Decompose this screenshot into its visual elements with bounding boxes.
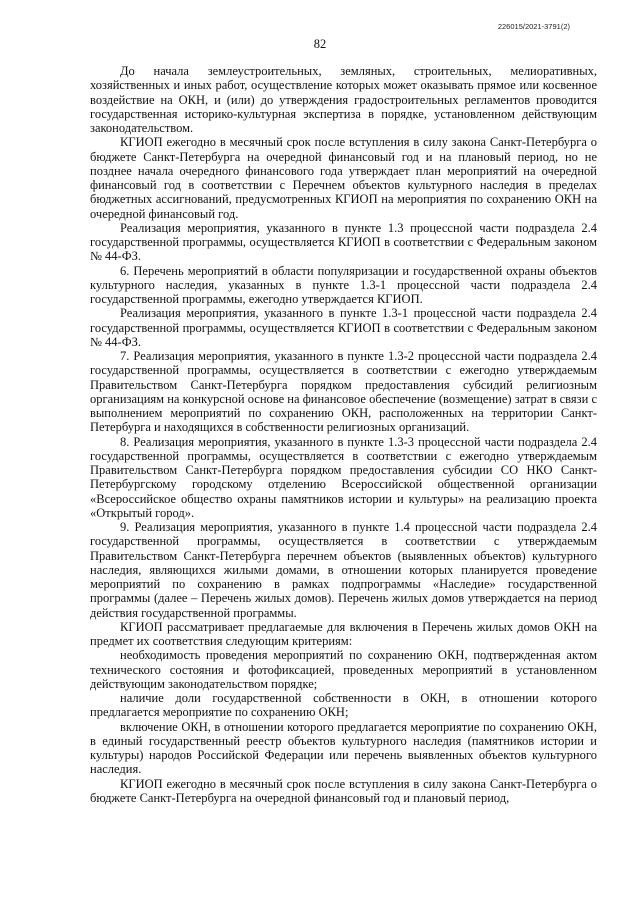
paragraph: наличие доли государственной собственности в ОКН, в отношении которого предлагается мероприятие по сохранению ОКН; (90, 691, 597, 720)
paragraph: Реализация мероприятия, указанного в пункте 1.3-1 процессной части подраздела 2.4 государственной программы, осуществляется КГИОП в соответствии с Федеральным законом № 44-ФЗ. (90, 306, 597, 349)
paragraph: необходимость проведения мероприятий по сохранению ОКН, подтвержденная актом технического состояния и фотофиксацией, проведенных мероприятий в установленном действующим законодательством порядке; (90, 648, 597, 691)
paragraph: 9. Реализация мероприятия, указанного в пункте 1.4 процессной части подраздела 2.4 государственной программы, осуществляется в соответствии с утверждаемым Правительством Санкт-Петербурга перечнем объектов (выявленных объектов) культурного наследия, являющихся жилыми домами, в отношении которых планируется проведение мероприятий по сохранению в рамках подпрограммы «Наследие» государственной программы (далее – Перечень жилых домов). Перечень жилых домов утверждается на период действия государственной программы. (90, 520, 597, 620)
document-number: 226015/2021-3791(2) (497, 22, 570, 31)
document-body (90, 64, 597, 805)
paragraph: включение ОКН, в отношении которого предлагается мероприятие по сохранению ОКН, в единый государственный реестр объектов культурного наследия (памятников истории и культуры) народов Российской Федерации или перечень выявленных объектов культурного наследия. (90, 719, 597, 777)
paragraph: 7. Реализация мероприятия, указанного в пункте 1.3-2 процессной части подраздела 2.4 государственной программы, осуществляется в соответствии с ежегодно утверждаемым Правительством Санкт-Петербурга порядком предоставления субсидий религиозным организациям на конкурсной основе на финансовое обеспечение (возмещение) затрат в связи с выполнением мероприятий по сохранению ОКН, расположенных на территории Санкт-Петербурга и находящихся в собственности религиозных организаций. (90, 349, 597, 435)
page-number: 82 (313, 37, 327, 51)
paragraph: КГИОП рассматривает предлагаемые для включения в Перечень жилых домов ОКН на предмет их соответствия следующим критериям: (90, 619, 597, 648)
paragraph: КГИОП ежегодно в месячный срок после вступления в силу закона Санкт-Петербурга о бюджете Санкт-Петербурга на очередной финансовый год и на плановый период, но не позднее начала очередного финансового года утверждает план мероприятий на очередной финансовый год в соответствии с Перечнем объектов культурного наследия в пределах бюджетных ассигнований, предусмотренных КГИОП на мероприятия по сохранению ОКН на очередной финансовый год. (90, 135, 597, 221)
paragraph: КГИОП ежегодно в месячный срок после вступления в силу закона Санкт-Петербурга о бюджете Санкт-Петербурга на очередной финансовый год и плановый период, (90, 776, 597, 805)
paragraph: Реализация мероприятия, указанного в пункте 1.3 процессной части подраздела 2.4 государственной программы, осуществляется КГИОП в соответствии с Федеральным законом № 44-ФЗ. (90, 220, 597, 264)
paragraph: 8. Реализация мероприятия, указанного в пункте 1.3-3 процессной части подраздела 2.4 государственной программы, осуществляется в соответствии с ежегодно утверждаемым Правительством Санкт-Петербурга порядком предоставления субсидии СО НКО Санкт-Петербургскому городскому отделению Всероссийской общественной организации «Всероссийское общество охраны памятников истории и культуры» на реализацию проекта «Открытый город». (90, 434, 597, 520)
paragraph: До начала землеустроительных, земляных, строительных, мелиоративных, хозяйственных и иных работ, осуществление которых может оказывать прямое или косвенное воздействие на ОКН, и (или) до утверждения градостроительных регламентов проводится государственная историко-культурная экспертиза в порядке, установленном действующим законодательством. (90, 64, 597, 135)
paragraph: 6. Перечень мероприятий в области популяризации и государственной охраны объектов культурного наследия, указанных в пункте 1.3-1 процессной части подраздела 2.4 государственной программы, ежегодно утверждается КГИОП. (90, 263, 597, 306)
